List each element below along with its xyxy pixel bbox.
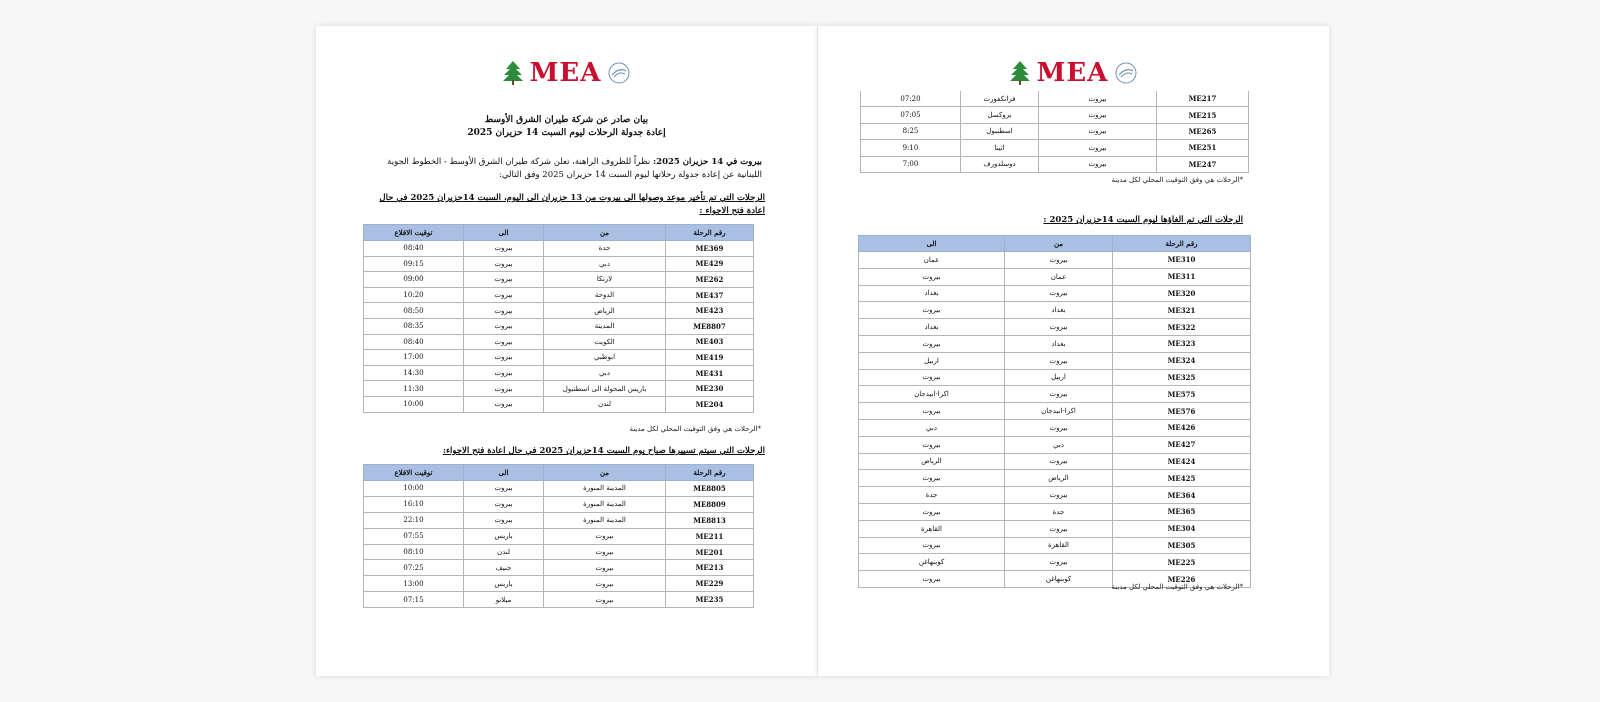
section-scheduled-heading: الرحلات التي سيتم تسييرها صباح يوم السبت 14حزيران 2025 في حال اعادة فتح الاجواء:	[442, 446, 765, 456]
table-cell: بيروت	[544, 544, 666, 560]
column-header: رقم الرحلة	[1113, 236, 1251, 252]
table-cell: بيروت	[1005, 520, 1113, 537]
table-cell: 07:05	[861, 107, 961, 123]
local-time-note: *الرحلات هي وفق التوقيت المحلي لكل مدينة	[629, 425, 761, 433]
table-row	[859, 403, 1251, 420]
table-row	[861, 107, 1249, 123]
table-cell: الرياض	[859, 453, 1005, 470]
table-cell: بيروت	[464, 256, 544, 272]
table-cell: بيروت	[544, 528, 666, 544]
table-cell: بيروت	[1005, 453, 1113, 470]
table-header-row	[859, 236, 1251, 252]
table-cell: اسطنبول	[961, 123, 1039, 139]
table-row	[859, 487, 1251, 504]
page-right	[818, 26, 1329, 676]
table-cell: بيروت	[859, 268, 1005, 285]
table-cell: بيروت	[544, 560, 666, 576]
table-header-row	[364, 465, 754, 481]
table-cell: المدينة المنورة	[544, 496, 666, 512]
table-cell: بيروت	[859, 503, 1005, 520]
table-cell: 22:10	[364, 512, 464, 528]
table-cell: بيروت	[464, 241, 544, 257]
table-cell: ME322	[1113, 319, 1251, 336]
table-cell: بيروت	[1005, 352, 1113, 369]
delayed-flights-table	[363, 224, 754, 413]
table-cell: بغداد	[1005, 335, 1113, 352]
table-cell: بيروت	[464, 334, 544, 350]
table-cell: ME575	[1113, 386, 1251, 403]
table-cell: ME324	[1113, 352, 1251, 369]
table-header-row	[364, 225, 754, 241]
table-row	[859, 252, 1251, 269]
table-cell: ME305	[1113, 537, 1251, 554]
table-row	[859, 268, 1251, 285]
table-cell: ME201	[666, 544, 754, 560]
table-cell: ME323	[1113, 335, 1251, 352]
table-cell: القاهرة	[859, 520, 1005, 537]
table-cell: ME215	[1157, 107, 1249, 123]
table-cell: 10:00	[364, 481, 464, 497]
table-cell: ME304	[1113, 520, 1251, 537]
intro-date: بيروت في 14 حزيران 2025:	[653, 157, 762, 167]
table-cell: 07:55	[364, 528, 464, 544]
table-row	[859, 369, 1251, 386]
table-cell: بيروت	[464, 365, 544, 381]
table-row	[859, 520, 1251, 537]
table-cell: 07:15	[364, 592, 464, 608]
table-cell: 08:10	[364, 544, 464, 560]
table-cell: 7:00	[861, 156, 961, 172]
table-cell: المدينة المنورة	[544, 481, 666, 497]
table-row	[861, 123, 1249, 139]
mea-logo-text: MEA	[1036, 58, 1109, 88]
table-row	[861, 140, 1249, 156]
table-cell: 10:00	[364, 396, 464, 412]
table-cell: الدوحة	[544, 287, 666, 303]
table-cell: بغداد	[1005, 302, 1113, 319]
table-cell: ME365	[1113, 503, 1251, 520]
table-row	[859, 352, 1251, 369]
table-cell: لندن	[544, 396, 666, 412]
column-header: رقم الرحلة	[666, 225, 754, 241]
table-cell: ME426	[1113, 419, 1251, 436]
table-cell: ME229	[666, 576, 754, 592]
table-row	[364, 318, 754, 334]
table-cell: ME310	[1113, 252, 1251, 269]
table-row	[364, 576, 754, 592]
table-row	[364, 303, 754, 319]
table-row	[859, 503, 1251, 520]
table-row	[364, 272, 754, 288]
table-cell: بيروت	[544, 576, 666, 592]
table-row	[364, 481, 754, 497]
mea-logo	[316, 58, 817, 88]
cancelled-flights-table	[858, 235, 1251, 588]
intro-text: نظراً للظروف الراهنة، تعلن شركة طيران الشرق الأوسط - الخطوط الجوية اللبنانية عن إعادة جدولة رحلاتها ليوم السبت 14 حزيران 2025 وفق التالي:	[387, 157, 762, 180]
table-cell: ME247	[1157, 156, 1249, 172]
table-cell: بيروت	[859, 335, 1005, 352]
table-cell: القاهرة	[1005, 537, 1113, 554]
local-time-note: *الرحلات هي وفق التوقيت المحلي لكل مدينة	[1111, 176, 1243, 184]
table-cell: بيروت	[464, 287, 544, 303]
table-cell: اربيل	[859, 352, 1005, 369]
table-cell: 07:20	[861, 91, 961, 107]
table-row	[364, 241, 754, 257]
table-cell: بيروت	[464, 350, 544, 366]
table-cell: بيروت	[544, 592, 666, 608]
table-row	[364, 496, 754, 512]
intro-paragraph	[366, 156, 762, 182]
table-cell: ME576	[1113, 403, 1251, 420]
table-cell: بيروت	[859, 537, 1005, 554]
table-row	[859, 470, 1251, 487]
table-cell: 17:00	[364, 350, 464, 366]
table-cell: كوبنهاغن	[1005, 571, 1113, 588]
table-cell: اكرا-ابيدجان	[1005, 403, 1113, 420]
table-row	[364, 592, 754, 608]
table-row	[859, 386, 1251, 403]
table-cell: بيروت	[859, 571, 1005, 588]
table-cell: ME211	[666, 528, 754, 544]
table-cell: ME321	[1113, 302, 1251, 319]
table-cell: ME8807	[666, 318, 754, 334]
table-row	[859, 554, 1251, 571]
table-row	[859, 419, 1251, 436]
table-cell: ME419	[666, 350, 754, 366]
table-cell: ME427	[1113, 436, 1251, 453]
table-cell: دبي	[544, 365, 666, 381]
table-cell: ME431	[666, 365, 754, 381]
table-row	[859, 285, 1251, 302]
table-cell: بيروت	[1005, 487, 1113, 504]
table-cell: بيروت	[859, 302, 1005, 319]
table-cell: جدة	[544, 241, 666, 257]
table-cell: جدة	[859, 487, 1005, 504]
table-row	[364, 544, 754, 560]
table-cell: 11:30	[364, 381, 464, 397]
table-cell: 10:20	[364, 287, 464, 303]
table-cell: ME230	[666, 381, 754, 397]
table-cell: بيروت	[1039, 107, 1157, 123]
table-cell: بيروت	[464, 272, 544, 288]
table-row	[364, 350, 754, 366]
table-row	[364, 528, 754, 544]
table-cell: بيروت	[1005, 319, 1113, 336]
table-cell: بيروت	[464, 318, 544, 334]
table-cell: 8:25	[861, 123, 961, 139]
table-cell: بيروت	[859, 470, 1005, 487]
table-cell: لارنكا	[544, 272, 666, 288]
table-cell: ME8805	[666, 481, 754, 497]
table-cell: ME364	[1113, 487, 1251, 504]
table-cell: جنيف	[464, 560, 544, 576]
column-header: من	[544, 465, 666, 481]
table-cell: دوسلدورف	[961, 156, 1039, 172]
table-cell: بيروت	[464, 496, 544, 512]
table-cell: بيروت	[1005, 386, 1113, 403]
table-cell: جدة	[1005, 503, 1113, 520]
table-cell: بيروت	[1005, 252, 1113, 269]
table-cell: 08:40	[364, 241, 464, 257]
table-cell: ME320	[1113, 285, 1251, 302]
table-cell: بيروت	[1005, 285, 1113, 302]
table-row	[364, 334, 754, 350]
table-cell: بيروت	[464, 396, 544, 412]
table-cell: اربيل	[1005, 369, 1113, 386]
table-cell: 09:15	[364, 256, 464, 272]
table-cell: بيروت	[464, 303, 544, 319]
table-cell: دبي	[859, 419, 1005, 436]
table-cell: بغداد	[859, 319, 1005, 336]
table-cell: المدينة المنورة	[544, 512, 666, 528]
column-header: توقيت الاقلاع	[364, 465, 464, 481]
table-cell: 13:00	[364, 576, 464, 592]
page-left	[316, 26, 817, 676]
table-row	[859, 319, 1251, 336]
table-cell: 16:10	[364, 496, 464, 512]
airline-seal-icon	[607, 61, 631, 85]
table-cell: دبي	[544, 256, 666, 272]
table-row	[364, 381, 754, 397]
table-cell: ME8813	[666, 512, 754, 528]
table-row	[859, 453, 1251, 470]
table-cell: بيروت	[859, 436, 1005, 453]
scheduled-flights-table-continued	[860, 91, 1249, 173]
column-header: رقم الرحلة	[666, 465, 754, 481]
table-cell: ابوظبي	[544, 350, 666, 366]
table-cell: 9:10	[861, 140, 961, 156]
table-cell: بيروت	[1039, 156, 1157, 172]
table-row	[364, 512, 754, 528]
table-cell: ME251	[1157, 140, 1249, 156]
table-cell: ME325	[1113, 369, 1251, 386]
table-cell: باريس	[464, 528, 544, 544]
table-cell: ME204	[666, 396, 754, 412]
table-cell: باريس	[464, 576, 544, 592]
table-cell: ME262	[666, 272, 754, 288]
table-cell: المدينة	[544, 318, 666, 334]
table-row	[364, 365, 754, 381]
table-cell: بيروت	[859, 403, 1005, 420]
table-cell: بيروت	[859, 369, 1005, 386]
table-cell: ME213	[666, 560, 754, 576]
table-cell: الرياض	[544, 303, 666, 319]
table-cell: باريس المحولة الى اسطنبول	[544, 381, 666, 397]
table-cell: بيروت	[464, 381, 544, 397]
table-cell: ME423	[666, 303, 754, 319]
table-cell: كوبنهاغن	[859, 554, 1005, 571]
table-row	[861, 91, 1249, 107]
table-row	[364, 396, 754, 412]
table-cell: الكويت	[544, 334, 666, 350]
table-cell: 08:35	[364, 318, 464, 334]
section-cancelled-heading: الرحلات التي تم الغاؤها ليوم السبت 14حزيران 2025 :	[1043, 215, 1243, 225]
table-cell: ME235	[666, 592, 754, 608]
column-header: الى	[464, 225, 544, 241]
column-header: من	[1005, 236, 1113, 252]
table-row	[861, 156, 1249, 172]
table-row	[364, 256, 754, 272]
table-cell: ME8809	[666, 496, 754, 512]
column-header: من	[544, 225, 666, 241]
column-header: الى	[464, 465, 544, 481]
statement-subtitle: إعادة جدولة الرحلات ليوم السبت 14 حزيران 2025	[467, 128, 666, 138]
table-cell: ME425	[1113, 470, 1251, 487]
table-cell: عمان	[1005, 268, 1113, 285]
mea-logo-text: MEA	[529, 58, 602, 88]
table-cell: بيروت	[464, 512, 544, 528]
column-header: الى	[859, 236, 1005, 252]
table-row	[859, 436, 1251, 453]
table-row	[859, 302, 1251, 319]
table-cell: عمان	[859, 252, 1005, 269]
table-cell: اكرا-ابيدجان	[859, 386, 1005, 403]
local-time-note: *الرحلات هي وفق التوقيت المحلي لكل مدينة	[1111, 583, 1243, 591]
table-cell: فرانكفورت	[961, 91, 1039, 107]
table-cell: ME424	[1113, 453, 1251, 470]
table-cell: ميلانو	[464, 592, 544, 608]
table-cell: بيروت	[1005, 419, 1113, 436]
table-cell: دبي	[1005, 436, 1113, 453]
table-cell: 08:40	[364, 334, 464, 350]
table-row	[364, 287, 754, 303]
table-cell: بيروت	[1039, 91, 1157, 107]
table-cell: ME311	[1113, 268, 1251, 285]
table-cell: ME369	[666, 241, 754, 257]
table-cell: ME225	[1113, 554, 1251, 571]
cedar-icon	[502, 60, 524, 86]
table-row	[364, 560, 754, 576]
column-header: توقيت الاقلاع	[364, 225, 464, 241]
table-cell: 07:25	[364, 560, 464, 576]
table-cell: ME265	[1157, 123, 1249, 139]
cedar-icon	[1009, 60, 1031, 86]
table-cell: ME217	[1157, 91, 1249, 107]
table-cell: بيروت	[1039, 123, 1157, 139]
section-delayed-heading: الرحلات التي تم تأخير موعد وصولها الى بيروت من 13 حزيران الى اليوم، السبت 14حزيران 2025 في حال اعادة فتح الاجواء :	[379, 193, 765, 216]
mea-logo	[818, 58, 1329, 88]
table-row	[859, 537, 1251, 554]
table-cell: بيروت	[1039, 140, 1157, 156]
table-cell: 08:50	[364, 303, 464, 319]
table-cell: ME403	[666, 334, 754, 350]
table-cell: اثينا	[961, 140, 1039, 156]
table-cell: بيروت	[1005, 554, 1113, 571]
table-cell: بروكسل	[961, 107, 1039, 123]
scheduled-flights-table	[363, 464, 754, 608]
table-cell: بغداد	[859, 285, 1005, 302]
table-cell: بيروت	[464, 481, 544, 497]
table-row	[859, 335, 1251, 352]
table-cell: ME226	[1113, 571, 1251, 588]
airline-seal-icon	[1114, 61, 1138, 85]
table-cell: الرياض	[1005, 470, 1113, 487]
table-cell: ME437	[666, 287, 754, 303]
statement-title: بيان صادر عن شركة طيران الشرق الأوسط	[484, 115, 649, 125]
table-cell: ME429	[666, 256, 754, 272]
table-cell: 09:00	[364, 272, 464, 288]
table-cell: 14:30	[364, 365, 464, 381]
table-cell: لندن	[464, 544, 544, 560]
